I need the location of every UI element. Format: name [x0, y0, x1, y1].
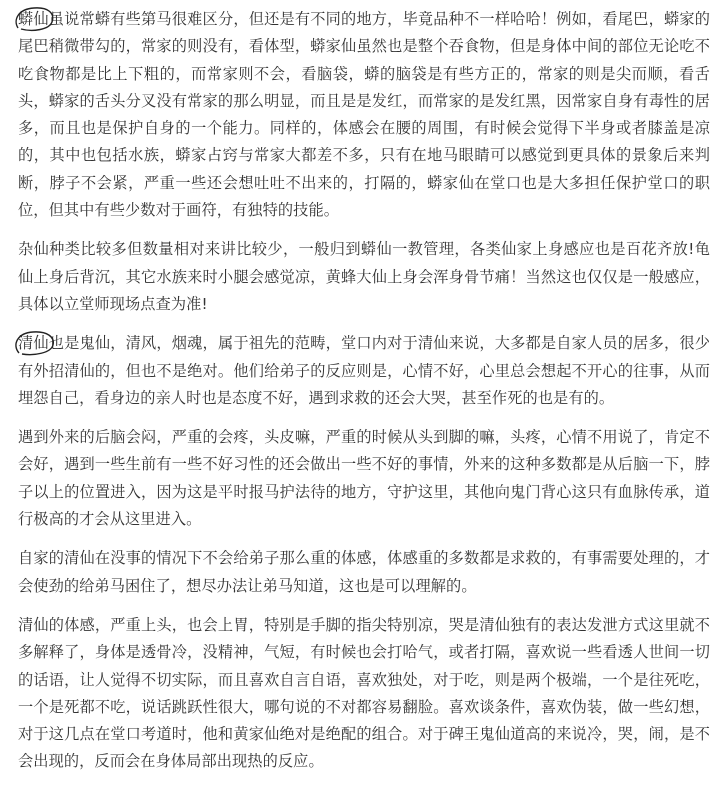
- paragraph-family-spirit: [18, 545, 710, 600]
- paragraph-qing-xian-sensation: [18, 612, 710, 776]
- circled-term: [18, 10, 49, 28]
- paragraph-text: 也是鬼仙，清风，烟魂，属于祖先的范畴，堂口内对于清仙来说，大多都是自家人员的居多，很少有外招清仙的，但也不是绝对。他们给弟子的反应则是，心情不好，心里总会想起不开心的往事，从而埋怨自己，看身边的亲人时也是态度不好，遇到求救的还会大哭，甚至作死的也是有的。: [18, 334, 710, 407]
- paragraph-za-xian: [18, 236, 710, 318]
- highlight-term-text: 清仙: [18, 334, 49, 353]
- paragraph-text: 遇到外来的后脑会闷，严重的会疼，头皮嘛，严重的时候从头到脚的嘛，头疼，心情不用说了，肯定不会好，遇到一些生前有一些不好习性的还会做出一些不好的事情，外来的这种多数都是从后脑一下，脖子以上的位置进入，因为这是平时报马护法待的地方，守护这里，其他向鬼门背心这只有血脉传承，道行极高的才会从这里进入。: [18, 428, 710, 529]
- paragraph-text: 清仙的体感，严重上头，也会上胃，特别是手脚的指尖特别凉，哭是清仙独有的表达发泄方式这里就不多解释了，身体是透骨冷，没精神，气短，有时候也会打哈气，或者打隔，喜欢说一些看透人世间一切的话语，让人觉得不切实际，而且喜欢自言自语，喜欢独处，对于吃，则是两个极端，一个是往死吃，一个是死都不吃，说话跳跃性很大，哪句说的不对都容易翻脸。喜欢谈条件，喜欢伪装，做一些幻想，对于这几点在堂口考道时，他和黄家仙绝对是绝配的组合。对于碑王鬼仙道高的来说冷，哭，闹，是不会出现的，反而会在身体局部出现热的反应。: [18, 615, 710, 771]
- paragraph-text: 自家的清仙在没事的情况下不会给弟子那么重的体感，体感重的多数都是求救的，有事需要处理的，才会使劲的给弟马困住了，想尽办法让弟马知道，这也是可以理解的。: [18, 549, 710, 595]
- paragraph-mang-xian: [18, 6, 710, 224]
- highlight-term-text: 蟒仙: [18, 10, 49, 28]
- paragraph-qing-xian: [18, 330, 710, 412]
- paragraph-text: 杂仙种类比较多但数量相对来讲比较少，一般归到蟒仙一教管理，各类仙家上身感应也是百花齐放!龟仙上身后背沉，其它水族来时小腿会感觉凉，黄蜂大仙上身会浑身骨节痛！当然这也仅仅是一般感应，具体以立堂师现场点查为准!: [18, 240, 710, 313]
- paragraph-text: 虽说常蟒有些第马很难区分，但还是有不同的地方，毕竟品种不一样哈哈！例如，看尾巴，蟒家的尾巴稍微带勾的，常家的则没有，看体型，蟒家仙虽然也是整个吞食物，但是身体中间的部位无论吃不吃食物都是比上下粗的，而常家则不会，看脑袋，蟒的脑袋是有些方正的，常家的则是尖而顺，看舌头，蟒家的舌头分叉没有常家的那么明显，而且是是发红，而常家的是发红黑，因常家自身有毒性的居多，而且也是保护自身的一个能力。同样的，体感会在腰的周围，有时候会觉得下半身或者膝盖是凉的，其中也包括水族，蟒家占窍与常家大都差不多，只有在地马眼睛可以感觉到更具体的景象后来判断，脖子不会紧，严重一些还会想吐吐不出来的，打隔的，蟒家仙在堂口也是大多担任保护堂口的职位，但其中有些少数对于画符，有独特的技能。: [18, 10, 710, 220]
- paragraph-external-spirit: [18, 424, 710, 533]
- circled-term: [18, 334, 49, 352]
